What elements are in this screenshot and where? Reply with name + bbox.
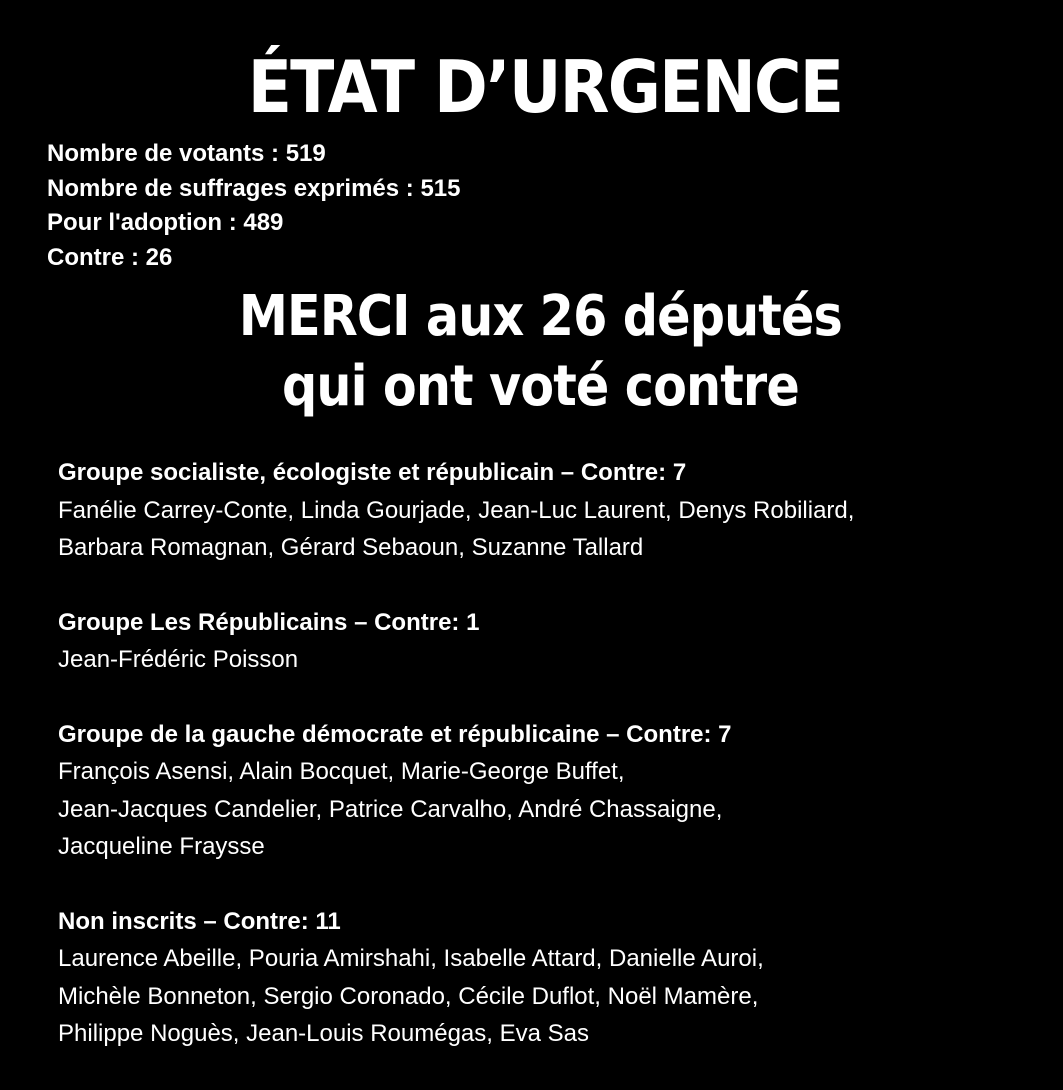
group-non-inscrits [58, 903, 854, 1053]
group-members-line: Philippe Noguès, Jean-Louis Roumégas, Eva Sas [58, 1020, 589, 1047]
group-heading: Groupe socialiste, écologiste et républicain – Contre: 7 [58, 459, 687, 486]
thanks-line-1: MERCI aux 26 députés [238, 284, 842, 349]
stat-against: Contre : 26 [47, 243, 173, 271]
vote-stats [47, 137, 461, 275]
group-members-line: Jacqueline Fraysse [58, 833, 265, 860]
group-members-line: Laurence Abeille, Pouria Amirshahi, Isabelle Attard, Danielle Auroi, [58, 945, 764, 972]
group-members-line: François Asensi, Alain Bocquet, Marie-George Buffet, [58, 758, 625, 785]
page-title: ÉTAT D’URGENCE [247, 45, 843, 129]
group-heading: Non inscrits – Contre: 11 [58, 907, 341, 935]
thanks-line-2: qui ont voté contre [281, 354, 799, 419]
group-members-line: Jean-Jacques Candelier, Patrice Carvalho, André Chassaigne, [58, 795, 723, 823]
stat-for: Pour l'adoption : 489 [47, 209, 284, 236]
groups-list [58, 454, 854, 1090]
stat-voters: Nombre de votants : 519 [47, 140, 326, 167]
group-gdr [58, 716, 854, 866]
thanks-heading [65, 282, 1016, 422]
group-members-line: Fanélie Carrey-Conte, Linda Gourjade, Jean-Luc Laurent, Denys Robiliard, [58, 496, 855, 524]
group-members-line: Jean-Frédéric Poisson [58, 646, 299, 673]
group-members-line: Barbara Romagnan, Gérard Sebaoun, Suzanne Tallard [58, 534, 644, 561]
stat-votes-cast: Nombre de suffrages exprimés : 515 [47, 174, 461, 202]
group-socialiste [58, 454, 854, 567]
group-members-line: Michèle Bonneton, Sergio Coronado, Cécile Duflot, Noël Mamère, [58, 982, 759, 1010]
group-heading: Groupe Les Républicains – Contre: 1 [58, 608, 480, 636]
group-republicains [58, 604, 854, 679]
group-heading: Groupe de la gauche démocrate et républicaine – Contre: 7 [58, 720, 732, 748]
